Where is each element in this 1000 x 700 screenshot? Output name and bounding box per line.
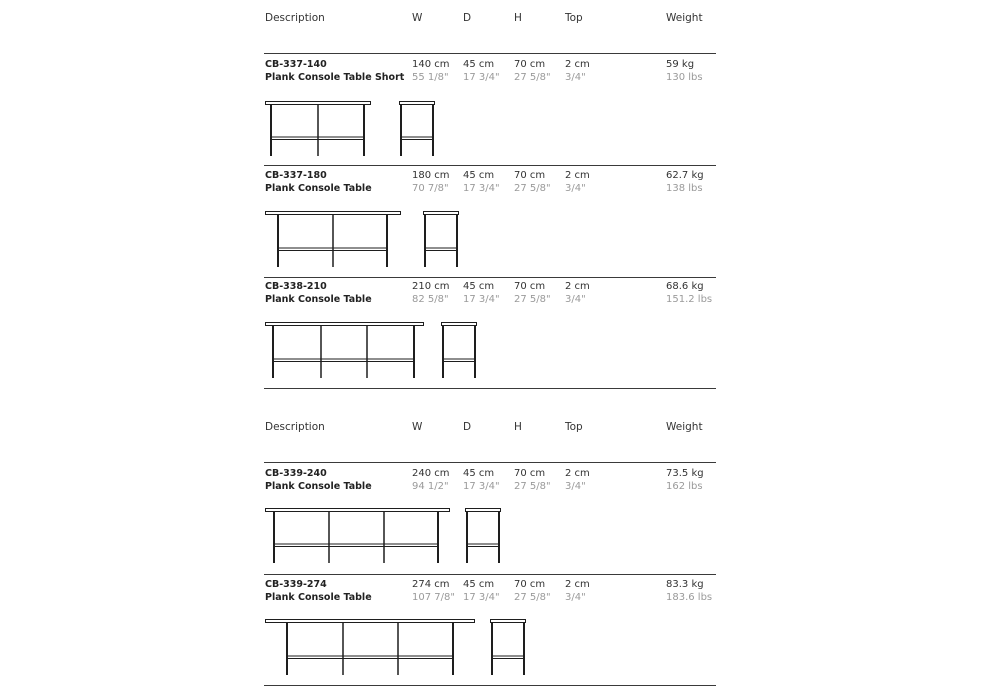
weight-lbs: 130 lbs [666, 72, 703, 83]
row-divider [264, 277, 716, 278]
height-in: 27 5/8" [514, 592, 551, 603]
top-cm: 2 cm [565, 468, 590, 479]
row-divider [264, 574, 716, 575]
product-name: Plank Console Table [265, 592, 372, 603]
weight-lbs: 183.6 lbs [666, 592, 713, 603]
side-elevation-drawing [441, 322, 478, 379]
width-cm: 274 cm [412, 579, 450, 590]
height-in: 27 5/8" [514, 481, 551, 492]
side-elevation-drawing [423, 211, 460, 268]
height-cm: 70 cm [514, 170, 546, 181]
header-divider [264, 462, 716, 463]
front-elevation-drawing [265, 211, 401, 268]
width-in: 107 7/8" [412, 592, 455, 603]
height-in: 27 5/8" [514, 72, 551, 83]
header-top: Top [565, 12, 583, 24]
depth-cm: 45 cm [463, 468, 495, 479]
header-description: Description [265, 12, 325, 24]
height-cm: 70 cm [514, 281, 546, 292]
header-weight: Weight [666, 421, 703, 433]
weight-kg: 83.3 kg [666, 579, 704, 590]
weight-kg: 59 kg [666, 59, 695, 70]
width-in: 94 1/2" [412, 481, 449, 492]
header-description: Description [265, 421, 325, 433]
weight-lbs: 138 lbs [666, 183, 703, 194]
depth-cm: 45 cm [463, 281, 495, 292]
header-d: D [463, 421, 472, 433]
product-code: CB-338-210 [265, 281, 327, 292]
height-in: 27 5/8" [514, 294, 551, 305]
width-cm: 140 cm [412, 59, 450, 70]
product-name: Plank Console Table [265, 481, 372, 492]
depth-in: 17 3/4" [463, 72, 500, 83]
width-in: 82 5/8" [412, 294, 449, 305]
product-code: CB-337-140 [265, 59, 327, 70]
product-code: CB-337-180 [265, 170, 327, 181]
width-cm: 180 cm [412, 170, 450, 181]
depth-cm: 45 cm [463, 59, 495, 70]
header-divider [264, 53, 716, 54]
depth-in: 17 3/4" [463, 481, 500, 492]
depth-in: 17 3/4" [463, 592, 500, 603]
weight-lbs: 162 lbs [666, 481, 703, 492]
depth-in: 17 3/4" [463, 183, 500, 194]
front-elevation-drawing [265, 101, 371, 157]
side-elevation-drawing [465, 508, 502, 564]
header-w: W [412, 421, 423, 433]
depth-in: 17 3/4" [463, 294, 500, 305]
width-in: 70 7/8" [412, 183, 449, 194]
top-in: 3/4" [565, 294, 586, 305]
height-cm: 70 cm [514, 468, 546, 479]
header-w: W [412, 12, 423, 24]
top-in: 3/4" [565, 183, 586, 194]
front-elevation-drawing [265, 322, 424, 379]
product-name: Plank Console Table Short [265, 72, 405, 83]
width-cm: 210 cm [412, 281, 450, 292]
weight-kg: 62.7 kg [666, 170, 704, 181]
depth-cm: 45 cm [463, 579, 495, 590]
side-elevation-drawing [490, 619, 527, 676]
front-elevation-drawing [265, 619, 475, 676]
top-in: 3/4" [565, 72, 586, 83]
header-h: H [514, 12, 522, 24]
front-elevation-drawing [265, 508, 450, 564]
header-weight: Weight [666, 12, 703, 24]
row-divider [264, 685, 716, 686]
top-in: 3/4" [565, 592, 586, 603]
height-cm: 70 cm [514, 59, 546, 70]
top-cm: 2 cm [565, 170, 590, 181]
width-in: 55 1/8" [412, 72, 449, 83]
product-name: Plank Console Table [265, 294, 372, 305]
header-top: Top [565, 421, 583, 433]
height-in: 27 5/8" [514, 183, 551, 194]
section-divider [264, 388, 716, 389]
top-cm: 2 cm [565, 579, 590, 590]
product-name: Plank Console Table [265, 183, 372, 194]
product-code: CB-339-240 [265, 468, 327, 479]
side-elevation-drawing [399, 101, 436, 157]
row-divider [264, 165, 716, 166]
header-d: D [463, 12, 472, 24]
top-in: 3/4" [565, 481, 586, 492]
header-h: H [514, 421, 522, 433]
top-cm: 2 cm [565, 281, 590, 292]
weight-lbs: 151.2 lbs [666, 294, 713, 305]
top-cm: 2 cm [565, 59, 590, 70]
weight-kg: 73.5 kg [666, 468, 704, 479]
weight-kg: 68.6 kg [666, 281, 704, 292]
product-code: CB-339-274 [265, 579, 327, 590]
height-cm: 70 cm [514, 579, 546, 590]
depth-cm: 45 cm [463, 170, 495, 181]
width-cm: 240 cm [412, 468, 450, 479]
